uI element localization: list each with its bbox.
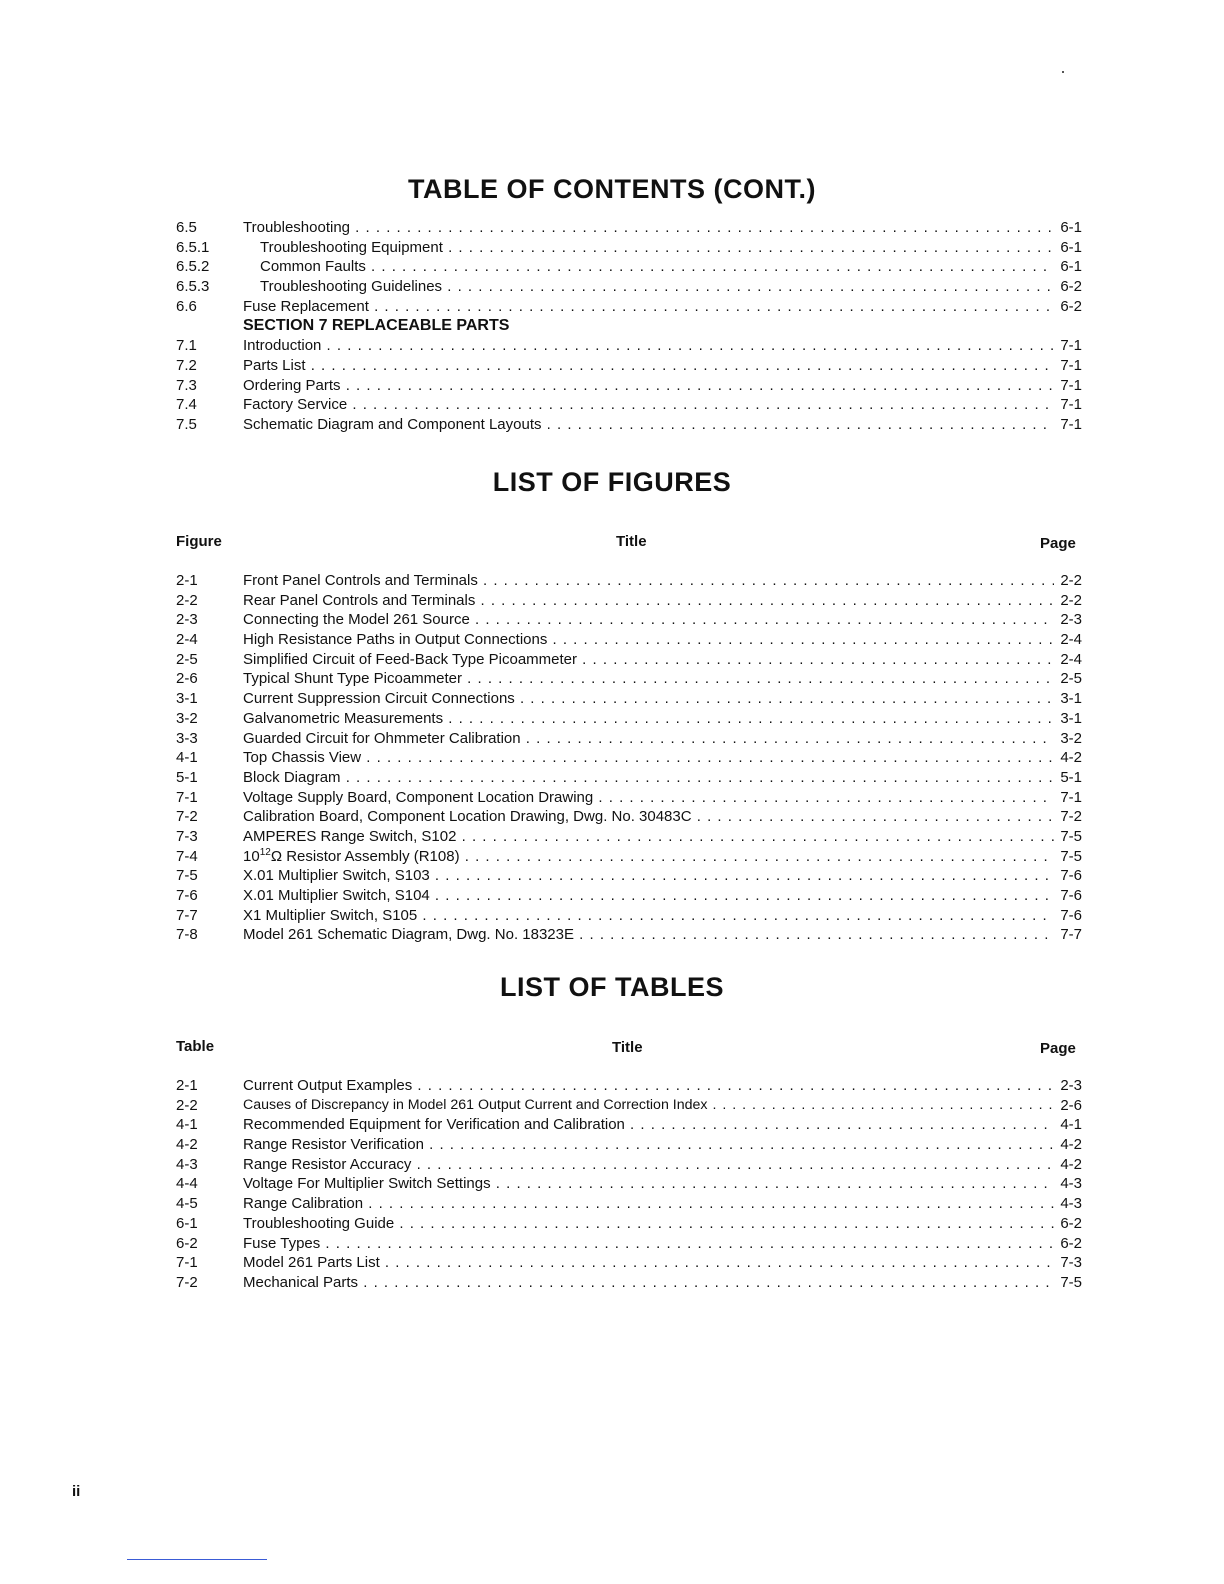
table-number: 6-2 <box>176 1234 198 1252</box>
table-title: Range Resistor Verification . . . <box>243 1135 1054 1155</box>
table-title: Fuse Types . . . <box>243 1234 1054 1254</box>
figure-number: 7-6 <box>176 887 198 904</box>
figure-title: Block Diagram . . . <box>243 768 1054 788</box>
figure-title: Voltage Supply Board, Component Location Drawing . . . <box>243 788 1054 808</box>
figure-entry <box>0 807 1224 827</box>
table-title: Causes of Discrepancy in Model 261 Output Current and Correction Index . . . <box>243 1096 1054 1116</box>
figure-entry <box>0 591 1224 611</box>
toc-entry-title: Fuse Replacement . . . <box>243 297 1054 317</box>
figures-heading: LIST OF FIGURES <box>492 467 732 497</box>
table-title: Range Resistor Accuracy . . . <box>243 1155 1054 1175</box>
figure-number: 2-3 <box>176 611 198 629</box>
table-title: Recommended Equipment for Verification and Calibration . . . <box>243 1115 1054 1135</box>
figure-title: Current Suppression Circuit Connections . . . <box>243 689 1054 709</box>
toc-entry-title: Parts List . . . <box>243 356 1054 376</box>
figure-number: 7-7 <box>176 906 198 924</box>
figure-entry <box>0 866 1224 886</box>
figure-title: Calibration Board, Component Location Drawing, Dwg. No. 30483C . . . <box>243 807 1054 827</box>
figure-title: Guarded Circuit for Ohmmeter Calibration . . . <box>243 729 1054 749</box>
tables-col-title: Title <box>612 1039 643 1056</box>
figure-title: Connecting the Model 261 Source . . . <box>243 610 1054 630</box>
figure-number: 7-8 <box>176 926 198 944</box>
figure-page: 7-6 <box>1060 887 1082 904</box>
toc-entry-number: 7.5 <box>176 415 197 433</box>
table-entry <box>0 1194 1224 1214</box>
table-page: 4-3 <box>1060 1195 1082 1213</box>
figure-page: 2-5 <box>1060 670 1082 688</box>
tables-col-number: Table <box>176 1038 215 1055</box>
table-number: 4-2 <box>176 1136 198 1154</box>
figure-page: 2-4 <box>1060 631 1082 649</box>
figure-title: Simplified Circuit of Feed-Back Type Picoammeter . . . <box>243 650 1054 670</box>
figure-number: 2-4 <box>176 631 198 649</box>
table-title: Model 261 Parts List . . . <box>243 1253 1054 1273</box>
toc-entry <box>0 297 1224 317</box>
table-entry <box>0 1253 1224 1273</box>
toc-entry <box>0 415 1224 435</box>
figure-page: 2-2 <box>1060 572 1082 589</box>
table-page: 2-3 <box>1060 1077 1082 1094</box>
figure-page: 7-2 <box>1060 808 1082 826</box>
toc-entry <box>0 336 1224 356</box>
toc-entry-page: 6-2 <box>1060 297 1082 315</box>
figure-number: 2-6 <box>176 670 198 688</box>
toc-entry-page: 6-1 <box>1060 219 1082 236</box>
figure-page: 2-4 <box>1060 650 1082 668</box>
toc-entry <box>0 218 1224 238</box>
figure-number: 2-5 <box>176 650 198 668</box>
scan-speck <box>1062 71 1064 73</box>
toc-entry-page: 7-1 <box>1060 396 1082 414</box>
figure-title: Rear Panel Controls and Terminals . . . <box>243 591 1054 611</box>
toc-entry-title: Introduction . . . <box>243 336 1054 356</box>
figure-entry <box>0 925 1224 945</box>
figure-entry <box>0 886 1224 906</box>
table-page: 4-2 <box>1060 1136 1082 1154</box>
figure-title: Model 261 Schematic Diagram, Dwg. No. 18323E . . . <box>243 925 1054 945</box>
figure-entry <box>0 650 1224 670</box>
table-page: 6-2 <box>1060 1234 1082 1252</box>
figure-title-base: 10 <box>243 847 260 865</box>
figure-page: 7-6 <box>1060 867 1082 885</box>
table-number: 7-1 <box>176 1254 198 1272</box>
table-title: Troubleshooting Guide . . . <box>243 1214 1054 1234</box>
figure-page: 7-1 <box>1060 788 1082 806</box>
table-title: Current Output Examples . . . <box>243 1076 1054 1096</box>
figure-title: AMPERES Range Switch, S102 . . . <box>243 827 1054 847</box>
table-entry <box>0 1135 1224 1155</box>
table-number: 4-1 <box>176 1116 198 1134</box>
table-entry <box>0 1174 1224 1194</box>
table-title: Voltage For Multiplier Switch Settings . . . <box>243 1174 1054 1194</box>
figure-page: 7-5 <box>1060 827 1082 845</box>
figure-entry <box>0 610 1224 630</box>
table-page: 2-6 <box>1060 1096 1082 1114</box>
table-number: 2-1 <box>176 1077 198 1094</box>
figure-page: 5-1 <box>1060 768 1082 786</box>
figure-number: 3-1 <box>176 690 198 708</box>
toc-heading: TABLE OF CONTENTS (CONT.) <box>408 174 816 204</box>
toc-entry-title: Factory Service . . . <box>243 395 1054 415</box>
figure-number: 7-1 <box>176 788 198 806</box>
toc-entry <box>0 257 1224 277</box>
table-entry <box>0 1234 1224 1254</box>
figure-page: 7-6 <box>1060 906 1082 924</box>
figure-entry <box>0 689 1224 709</box>
figure-title: Galvanometric Measurements . . . <box>243 709 1054 729</box>
toc-entry-page: 7-1 <box>1060 356 1082 374</box>
figure-title <box>243 847 1054 867</box>
table-entry <box>0 1076 1224 1096</box>
page-number: ii <box>72 1483 81 1500</box>
toc-entry-page: 7-1 <box>1060 337 1082 355</box>
figure-number: 4-1 <box>176 749 198 767</box>
table-entry <box>0 1096 1224 1116</box>
toc-entry-number: 7.3 <box>176 376 197 394</box>
figure-page: 2-2 <box>1060 591 1082 609</box>
figure-number: 7-3 <box>176 827 198 845</box>
toc-entry <box>0 376 1224 396</box>
toc-entry-number: 6.6 <box>176 297 197 315</box>
figure-number: 5-1 <box>176 768 198 786</box>
table-entry <box>0 1273 1224 1293</box>
figure-entry <box>0 630 1224 650</box>
toc-entry-title: Troubleshooting Guidelines . . . <box>260 277 1054 297</box>
table-entry <box>0 1155 1224 1175</box>
toc-entry-number: 6.5.2 <box>176 258 210 276</box>
table-title: Range Calibration . . . <box>243 1194 1054 1214</box>
table-page: 7-3 <box>1060 1254 1082 1272</box>
footer-rule <box>127 1559 267 1560</box>
table-title: Mechanical Parts . . . <box>243 1273 1054 1293</box>
toc-list <box>0 218 1224 435</box>
figures-list <box>0 571 1224 945</box>
figure-number: 7-2 <box>176 808 198 826</box>
figure-title-rest: Ω Resistor Assembly (R108) <box>270 847 460 865</box>
tables-heading: LIST OF TABLES <box>500 972 724 1002</box>
table-number: 6-1 <box>176 1214 198 1232</box>
figure-number: 7-4 <box>176 847 198 865</box>
figure-title: Top Chassis View . . . <box>243 748 1054 768</box>
toc-entry-number: 7.4 <box>176 396 197 414</box>
figure-page: 3-1 <box>1060 709 1082 727</box>
toc-entry-number: 6.5 <box>176 219 197 236</box>
toc-entry <box>0 356 1224 376</box>
figure-title: High Resistance Paths in Output Connections . . . <box>243 630 1054 650</box>
figure-page: 3-1 <box>1060 690 1082 708</box>
figure-number: 7-5 <box>176 867 198 885</box>
figure-entry <box>0 847 1224 867</box>
figure-entry <box>0 906 1224 926</box>
figure-title: X.01 Multiplier Switch, S103 . . . <box>243 866 1054 886</box>
section-7-title: SECTION 7 REPLACEABLE PARTS <box>243 317 510 335</box>
figure-title: X.01 Multiplier Switch, S104 . . . <box>243 886 1054 906</box>
toc-entry-page: 6-2 <box>1060 278 1082 296</box>
figures-col-page: Page <box>1040 535 1076 552</box>
figure-number: 2-1 <box>176 572 198 589</box>
toc-entry-page: 6-1 <box>1060 238 1082 256</box>
toc-entry-page: 7-1 <box>1060 376 1082 394</box>
figure-entry <box>0 669 1224 689</box>
figure-entry <box>0 788 1224 808</box>
toc-entry-title: Common Faults . . . <box>260 257 1054 277</box>
toc-entry-page: 6-1 <box>1060 258 1082 276</box>
figure-page: 7-7 <box>1060 926 1082 944</box>
toc-entry-title: Schematic Diagram and Component Layouts . . . <box>243 415 1054 435</box>
toc-entry-number: 7.2 <box>176 356 197 374</box>
figure-entry <box>0 748 1224 768</box>
toc-entry-title: Troubleshooting . . . <box>243 218 1054 238</box>
table-number: 4-5 <box>176 1195 198 1213</box>
figure-number: 3-2 <box>176 709 198 727</box>
figure-title: Front Panel Controls and Terminals . . . <box>243 571 1054 591</box>
table-number: 7-2 <box>176 1273 198 1291</box>
tables-col-page: Page <box>1040 1040 1076 1057</box>
figures-col-number: Figure <box>176 533 222 550</box>
figure-page: 2-3 <box>1060 611 1082 629</box>
figure-number: 3-3 <box>176 729 198 747</box>
figure-number: 2-2 <box>176 591 198 609</box>
figure-page: 3-2 <box>1060 729 1082 747</box>
table-entry <box>0 1214 1224 1234</box>
toc-entry-title: Troubleshooting Equipment . . . <box>260 238 1054 258</box>
figure-entry <box>0 768 1224 788</box>
toc-entry <box>0 238 1224 258</box>
figure-entry <box>0 827 1224 847</box>
table-page: 4-2 <box>1060 1155 1082 1173</box>
table-page: 7-5 <box>1060 1273 1082 1291</box>
figure-title: Typical Shunt Type Picoammeter . . . <box>243 669 1054 689</box>
figure-title: X1 Multiplier Switch, S105 . . . <box>243 906 1054 926</box>
table-page: 4-1 <box>1060 1116 1082 1134</box>
toc-entry-number: 7.1 <box>176 337 197 355</box>
table-number: 2-2 <box>176 1096 198 1114</box>
toc-entry-number: 6.5.1 <box>176 238 210 256</box>
figure-page: 4-2 <box>1060 749 1082 767</box>
toc-entry-page: 7-1 <box>1060 415 1082 433</box>
figures-col-title: Title <box>616 533 647 550</box>
toc-entry <box>0 277 1224 297</box>
figure-page: 7-5 <box>1060 847 1082 865</box>
table-entry <box>0 1115 1224 1135</box>
table-number: 4-4 <box>176 1175 198 1193</box>
figure-entry <box>0 709 1224 729</box>
tables-list <box>0 1076 1224 1293</box>
table-page: 6-2 <box>1060 1214 1082 1232</box>
figure-entry <box>0 729 1224 749</box>
toc-entry-title: Ordering Parts . . . <box>243 376 1054 396</box>
toc-section-header <box>0 316 1224 336</box>
figure-title-exponent: 12 <box>259 846 271 858</box>
figure-entry <box>0 571 1224 591</box>
toc-entry <box>0 395 1224 415</box>
table-page: 4-3 <box>1060 1175 1082 1193</box>
toc-entry-number: 6.5.3 <box>176 278 210 296</box>
table-number: 4-3 <box>176 1155 198 1173</box>
